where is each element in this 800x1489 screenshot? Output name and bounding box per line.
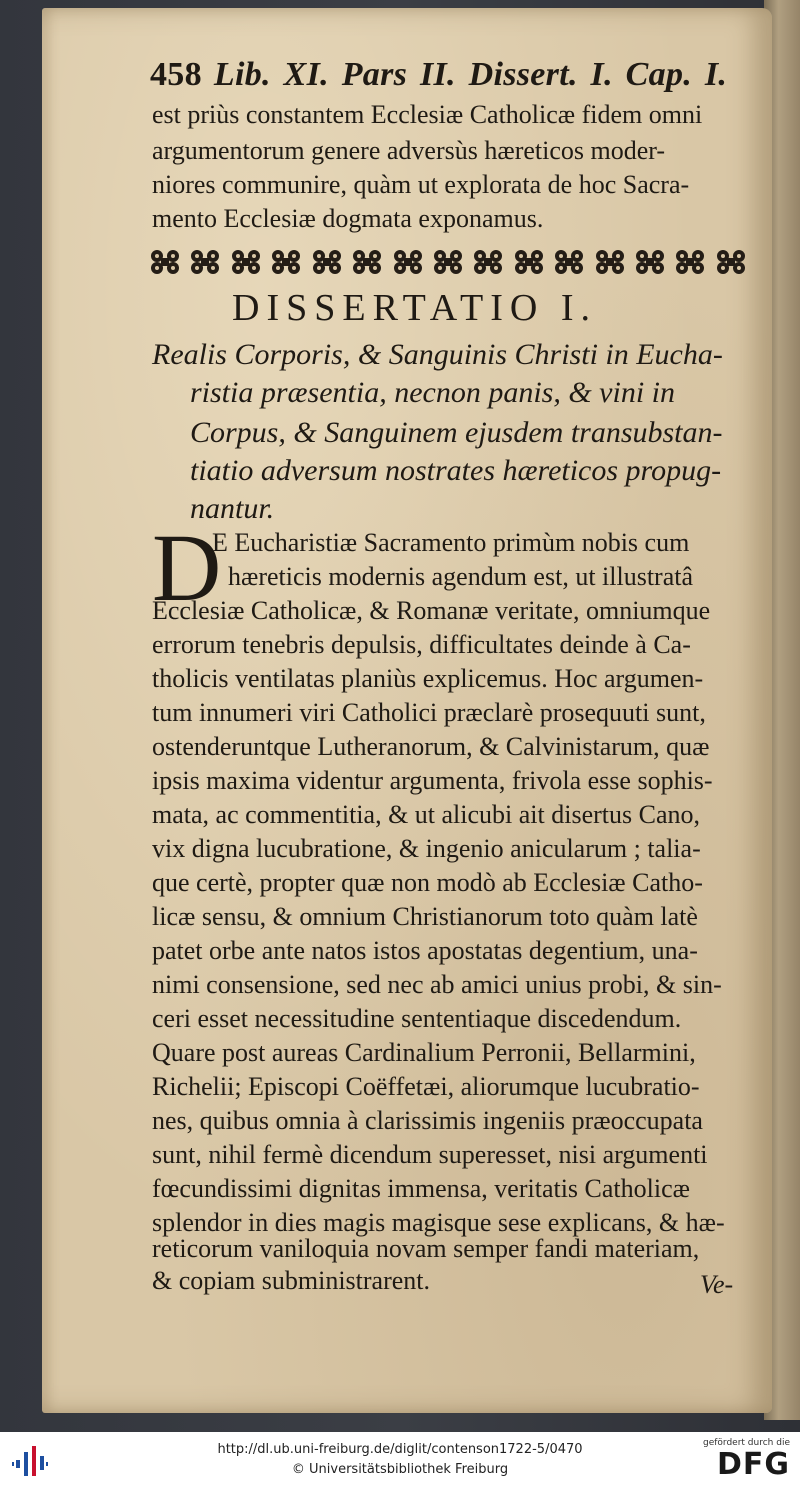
ornament-icon [593,247,627,277]
intro-line: niores communire, quàm ut explorata de hoc Sacra- [152,170,690,199]
body-line: vix digna lucubratione, & ingenio anicularum ; talia- [152,834,701,863]
funder-caption: gefördert durch die [703,1438,790,1448]
body-line: ostenderuntque Lutheranorum, & Calvinistarum, quæ [152,732,710,761]
body-line: hæreticis modernis agendum est, ut illustratâ [228,562,694,591]
body-line: patet orbe ante natos istos apostatas degentium, una- [152,936,698,965]
subtitle-line: Realis Corporis, & Sanguinis Christi in Eucha- [152,338,723,371]
dfg-logo [704,1438,790,1484]
funder-logo-text: DFG [716,1447,790,1482]
running-head-title: Lib. XI. Pars II. Dissert. I. Cap. I. [213,56,728,93]
ornament-icon [229,247,263,277]
page-number: 458 [150,56,202,93]
ornament-band [148,244,748,280]
ornament-icon [714,247,748,277]
body-line: splendor in dies magis magisque sese explicans, & hæ- [152,1208,725,1237]
ornament-icon [188,247,222,277]
intro-line: mento Ecclesiæ dogmata exponamus. [152,204,544,233]
body-line: & copiam subministrarent. [152,1266,431,1295]
body-line: ceri esset necessitudine sententiaque discedendum. [152,1004,682,1033]
body-line: Quare post aureas Cardinalium Perronii, Bellarmini, [152,1038,696,1067]
ornament-icon [673,247,707,277]
body-line: sunt, nihil fermè dicendum superesset, nisi argumenti [152,1140,708,1169]
ornament-icon [633,247,667,277]
ornament-icon [391,247,425,277]
subtitle-line: Corpus, & Sanguinem ejusdem transubstan- [190,416,723,449]
ornament-icon [310,247,344,277]
ornament-icon [269,247,303,277]
source-url[interactable]: http://dl.ub.uni-freiburg.de/diglit/contenson1722-5/0470 [217,1442,583,1457]
body-line: reticorum vaniloquia novam semper fandi materiam, [152,1234,700,1263]
viewer-footer [0,1432,800,1489]
body-line: fœcundissimi dignitas immensa, veritatis Catholicæ [152,1174,690,1203]
body-line: licæ sensu, & omnium Christianorum toto quàm latè [152,902,698,931]
body-line: E Eucharistiæ Sacramento primùm nobis cum [212,528,690,557]
body-line: nimi consensione, sed nec ab amici unius probi, & sin- [152,970,722,999]
running-head [150,56,750,94]
body-line: errorum tenebris depulsis, difficultates deinde à Ca- [152,630,691,659]
catchword: Ve- [700,1270,734,1299]
subtitle-line: tiatio adversum nostrates hæreticos propug- [190,454,722,487]
body-line: tholicis ventilatas planiùs explicemus. Hoc argumen- [152,664,704,693]
body-line: tum innumeri viri Catholici præclarè prosequuti sunt, [152,698,706,727]
ornament-icon [431,247,465,277]
ornament-icon [471,247,505,277]
ornament-icon [512,247,546,277]
subtitle-line: nantur. [190,492,275,525]
drop-cap: D [152,514,222,621]
ornament-icon [148,247,182,277]
body-line: que certè, propter quæ non modò ab Ecclesiæ Catho- [152,868,703,897]
copyright-notice: © Universitätsbibliothek Freiburg [291,1462,509,1477]
subtitle-line: ristia præsentia, necnon panis, & vini in [190,376,675,409]
ornament-icon [350,247,384,277]
ornament-icon [552,247,586,277]
body-line: nes, quibus omnia à clarissimis ingeniis præoccupata [152,1106,703,1135]
intro-line: est priùs constantem Ecclesiæ Catholicæ fidem omni [152,100,703,129]
body-line: Richelii; Episcopi Coëffetæi, aliorumque lucubratio- [152,1072,700,1101]
body-line: mata, ac commentitia, & ut alicubi ait disertus Cano, [152,800,701,829]
intro-line: argumentorum genere adversùs hæreticos moder- [152,136,666,165]
dissertation-title: DISSERTATIO I. [232,287,598,329]
body-line: Ecclesiæ Catholicæ, & Romanæ veritate, omniumque [152,596,711,625]
body-line: ipsis maxima videntur argumenta, frivola esse sophis- [152,766,713,795]
